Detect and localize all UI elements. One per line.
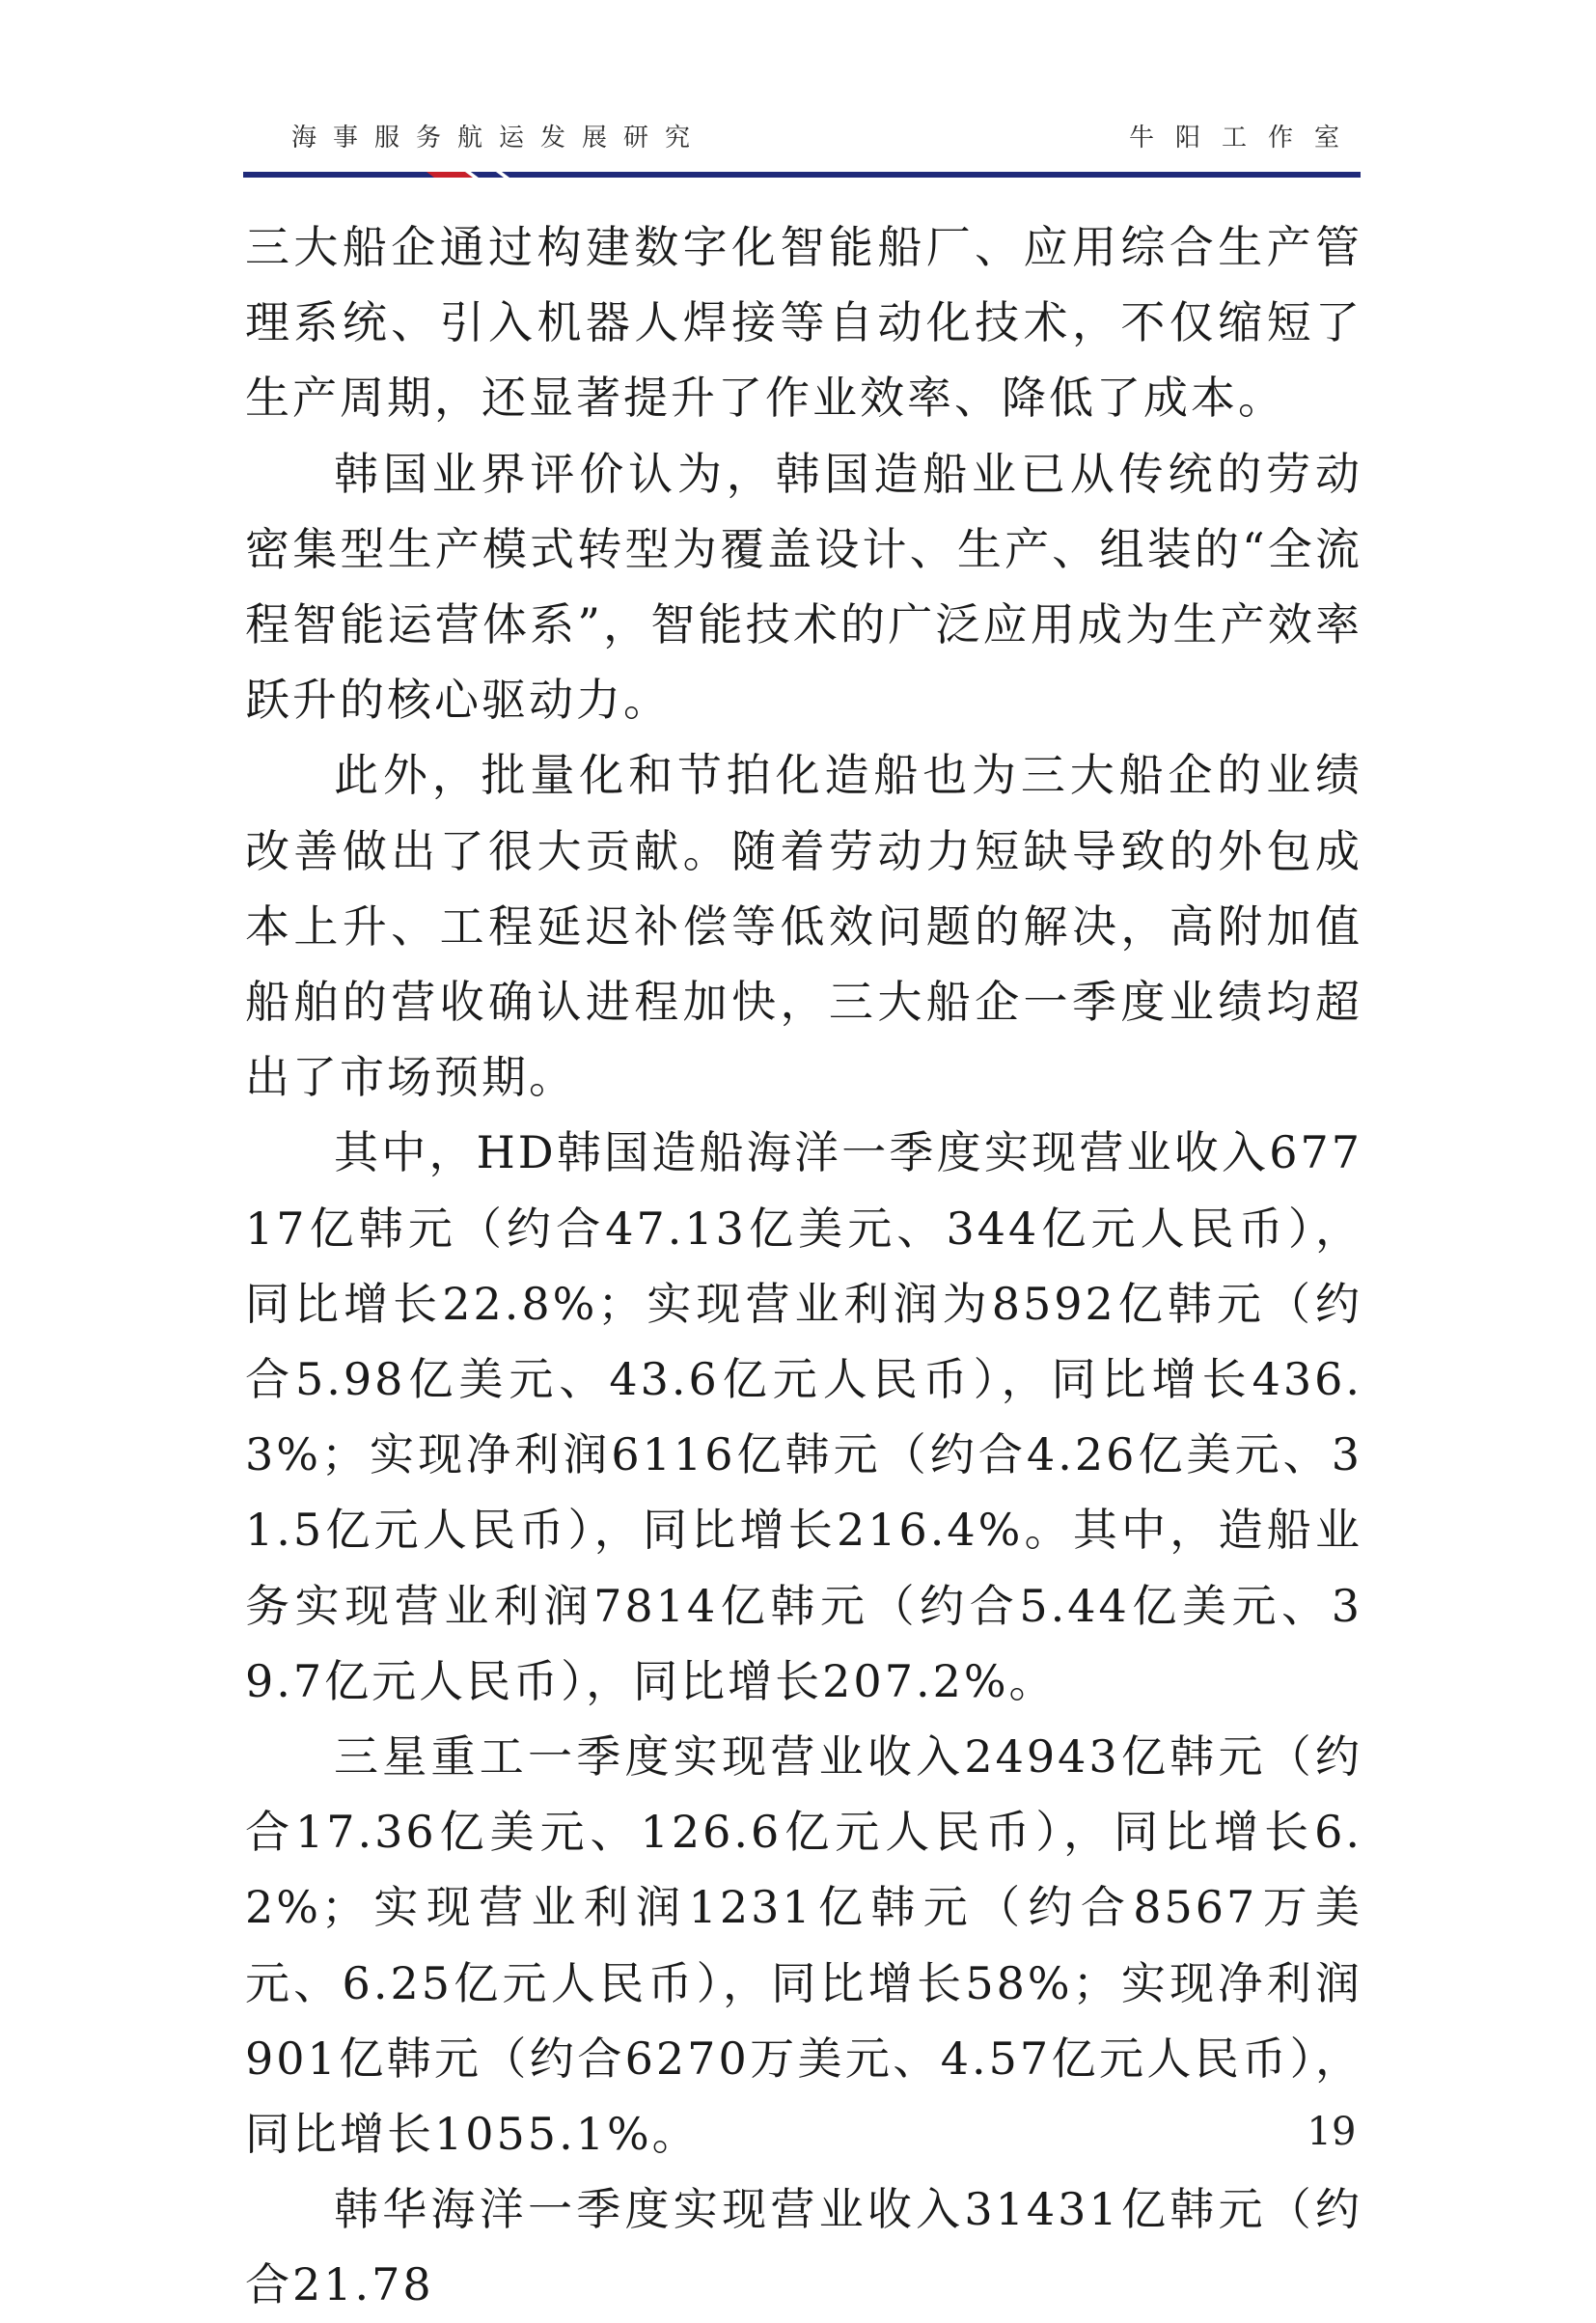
page-number: 19 xyxy=(1307,2110,1357,2154)
header-studio-name: 牛阳工作室 xyxy=(1128,124,1361,152)
header-rule-red-accent xyxy=(427,172,473,178)
paragraph-hd-korea-shipbuilding: 其中，HD韩国造船海洋一季度实现营业收入67717亿韩元（约合47.13亿美元、344亿元人民币），同比增长22.8%；实现营业利润为8592亿韩元（约合5.98亿美元、43.6亿元人民币），同比增长436.3%；实现净利润6116亿韩元（约合4.26亿美元、31.5亿元人民币），同比增长216.4%。其中，造船业务实现营业利润7814亿韩元（约合5.44亿美元、39.7亿元人民币），同比增长207.2%。 xyxy=(245,1126,1362,1707)
paragraph-continuation: 三大船企通过构建数字化智能船厂、应用综合生产管理系统、引入机器人焊接等自动化技术，不仅缩短了生产周期，还显著提升了作业效率、降低了成本。 xyxy=(245,221,1362,425)
header-rule-main-line xyxy=(243,172,1361,178)
paragraph-samsung-heavy: 三星重工一季度实现营业收入24943亿韩元（约合17.36亿美元、126.6亿元人民币），同比增长6.2%；实现营业利润1231亿韩元（约合8567万美元、6.25亿元人民币），同比增长58%；实现净利润901亿韩元（约合6270万美元、4.57亿元人民币），同比增长1055.1%。 xyxy=(245,1730,1362,2161)
paragraph-batch-shipbuilding: 此外，批量化和节拍化造船也为三大船企的业绩改善做出了很大贡献。随着劳动力短缺导致的外包成本上升、工程延迟补偿等低效问题的解决，高附加值船舶的营收确认进程加快，三大船企一季度业绩均超出了市场预期。 xyxy=(245,749,1362,1104)
page-header xyxy=(243,104,1361,172)
paragraph-industry-evaluation: 韩国业界评价认为，韩国造船业已从传统的劳动密集型生产模式转型为覆盖设计、生产、组装的“全流程智能运营体系”，智能技术的广泛应用成为生产效率跃升的核心驱动力。 xyxy=(245,447,1362,727)
paragraph-hanwha-ocean: 韩华海洋一季度实现营业收入31431亿韩元（约合21.78 xyxy=(245,2183,1362,2311)
header-publication-title: 海事服务航运发展研究 xyxy=(291,124,707,152)
header-rule-graphic xyxy=(243,170,1361,181)
article-body xyxy=(245,209,1362,2323)
header-rule xyxy=(243,170,1361,181)
